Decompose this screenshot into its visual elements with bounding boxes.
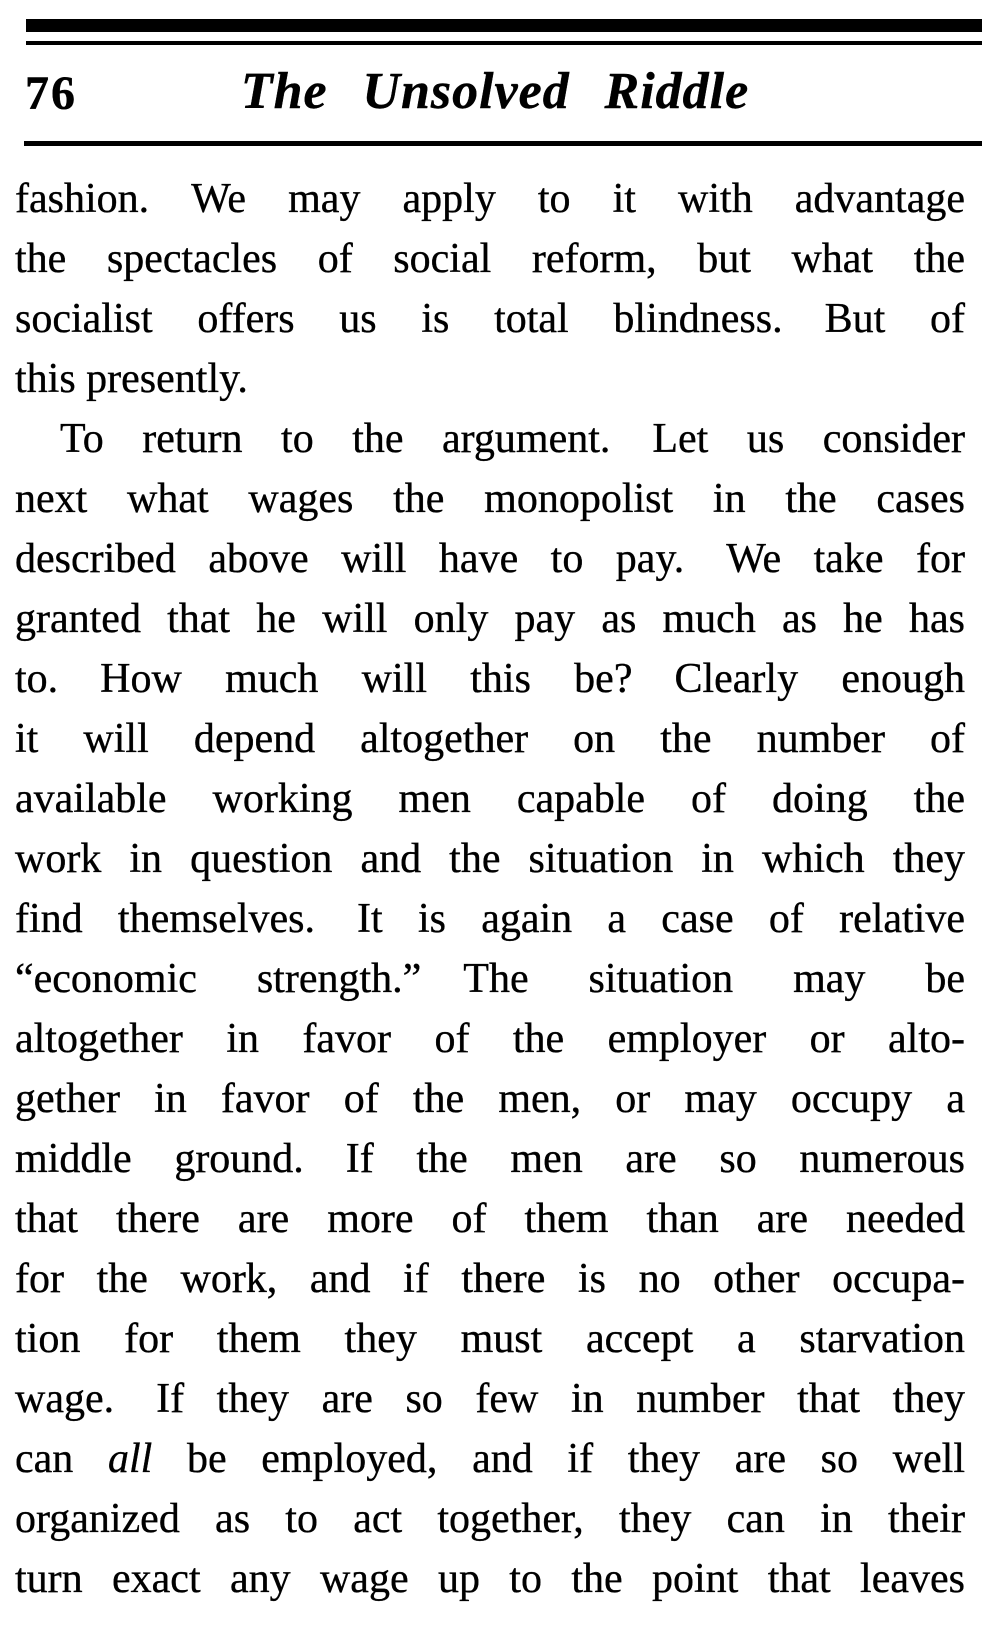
text-line xyxy=(15,1429,965,1489)
text-segment: granted that he will only pay as much as he has xyxy=(15,596,965,642)
text-segment: it will depend altogether on the number of xyxy=(15,716,965,762)
text-segment: the spectacles of social reform, but what the xyxy=(15,236,965,282)
text-line xyxy=(15,1249,965,1309)
text-segment: wage. If they are so few in number that they xyxy=(15,1376,965,1422)
text-line xyxy=(15,1069,965,1129)
text-line xyxy=(15,949,965,1009)
text-segment: this presently. xyxy=(15,356,248,402)
text-segment: organized as to act together, they can in their xyxy=(15,1496,965,1542)
text-segment: that there are more of them than are needed xyxy=(15,1196,965,1242)
page-body xyxy=(15,169,965,1609)
text-segment: gether in favor of the men, or may occupy a xyxy=(15,1076,965,1122)
text-line xyxy=(15,1489,965,1549)
running-title: The Unsolved Riddle xyxy=(240,63,750,120)
text-segment: next what wages the monopolist in the cases xyxy=(15,476,965,522)
text-segment: described above will have to pay. We take for xyxy=(15,536,965,582)
text-line xyxy=(15,709,965,769)
running-title-wrap xyxy=(0,62,990,121)
text-segment: find themselves. It is again a case of relative xyxy=(15,896,965,942)
text-segment: to. How much will this be? Clearly enough xyxy=(15,656,965,702)
text-line xyxy=(15,589,965,649)
text-line xyxy=(15,1369,965,1429)
text-segment: “economic strength.” The situation may be xyxy=(15,956,965,1002)
text-line xyxy=(15,889,965,949)
text-segment: fashion. We may apply to it with advantage xyxy=(15,176,965,222)
text-segment: middle ground. If the men are so numerous xyxy=(15,1136,965,1182)
text-line xyxy=(15,529,965,589)
text-segment: work in question and the situation in which they xyxy=(15,836,965,882)
text-line xyxy=(15,1189,965,1249)
text-line xyxy=(15,1129,965,1189)
text-segment: tion for them they must accept a starvation xyxy=(15,1316,965,1362)
text-segment: be employed, and if they are so well xyxy=(152,1436,965,1482)
text-segment: can xyxy=(15,1436,108,1482)
text-line xyxy=(15,769,965,829)
italic-text: all xyxy=(107,1436,153,1482)
text-segment: socialist offers us is total blindness. But of xyxy=(15,296,965,342)
text-segment: for the work, and if there is no other occupa- xyxy=(15,1256,965,1302)
text-segment: To return to the argument. Let us consider xyxy=(60,416,965,462)
text-segment: turn exact any wage up to the point that leaves xyxy=(15,1556,965,1602)
text-line xyxy=(15,649,965,709)
text-line xyxy=(15,409,965,469)
text-line xyxy=(15,1549,965,1609)
text-line xyxy=(15,469,965,529)
header-rule xyxy=(24,141,982,146)
page-number: 76 xyxy=(25,67,77,120)
text-segment: available working men capable of doing the xyxy=(15,776,965,822)
text-line xyxy=(15,349,965,409)
text-line xyxy=(15,829,965,889)
text-line xyxy=(15,289,965,349)
text-line xyxy=(15,1309,965,1369)
page-header xyxy=(0,0,990,160)
text-line xyxy=(15,169,965,229)
text-line xyxy=(15,229,965,289)
text-segment: altogether in favor of the employer or alto- xyxy=(15,1016,965,1062)
text-line xyxy=(15,1009,965,1069)
